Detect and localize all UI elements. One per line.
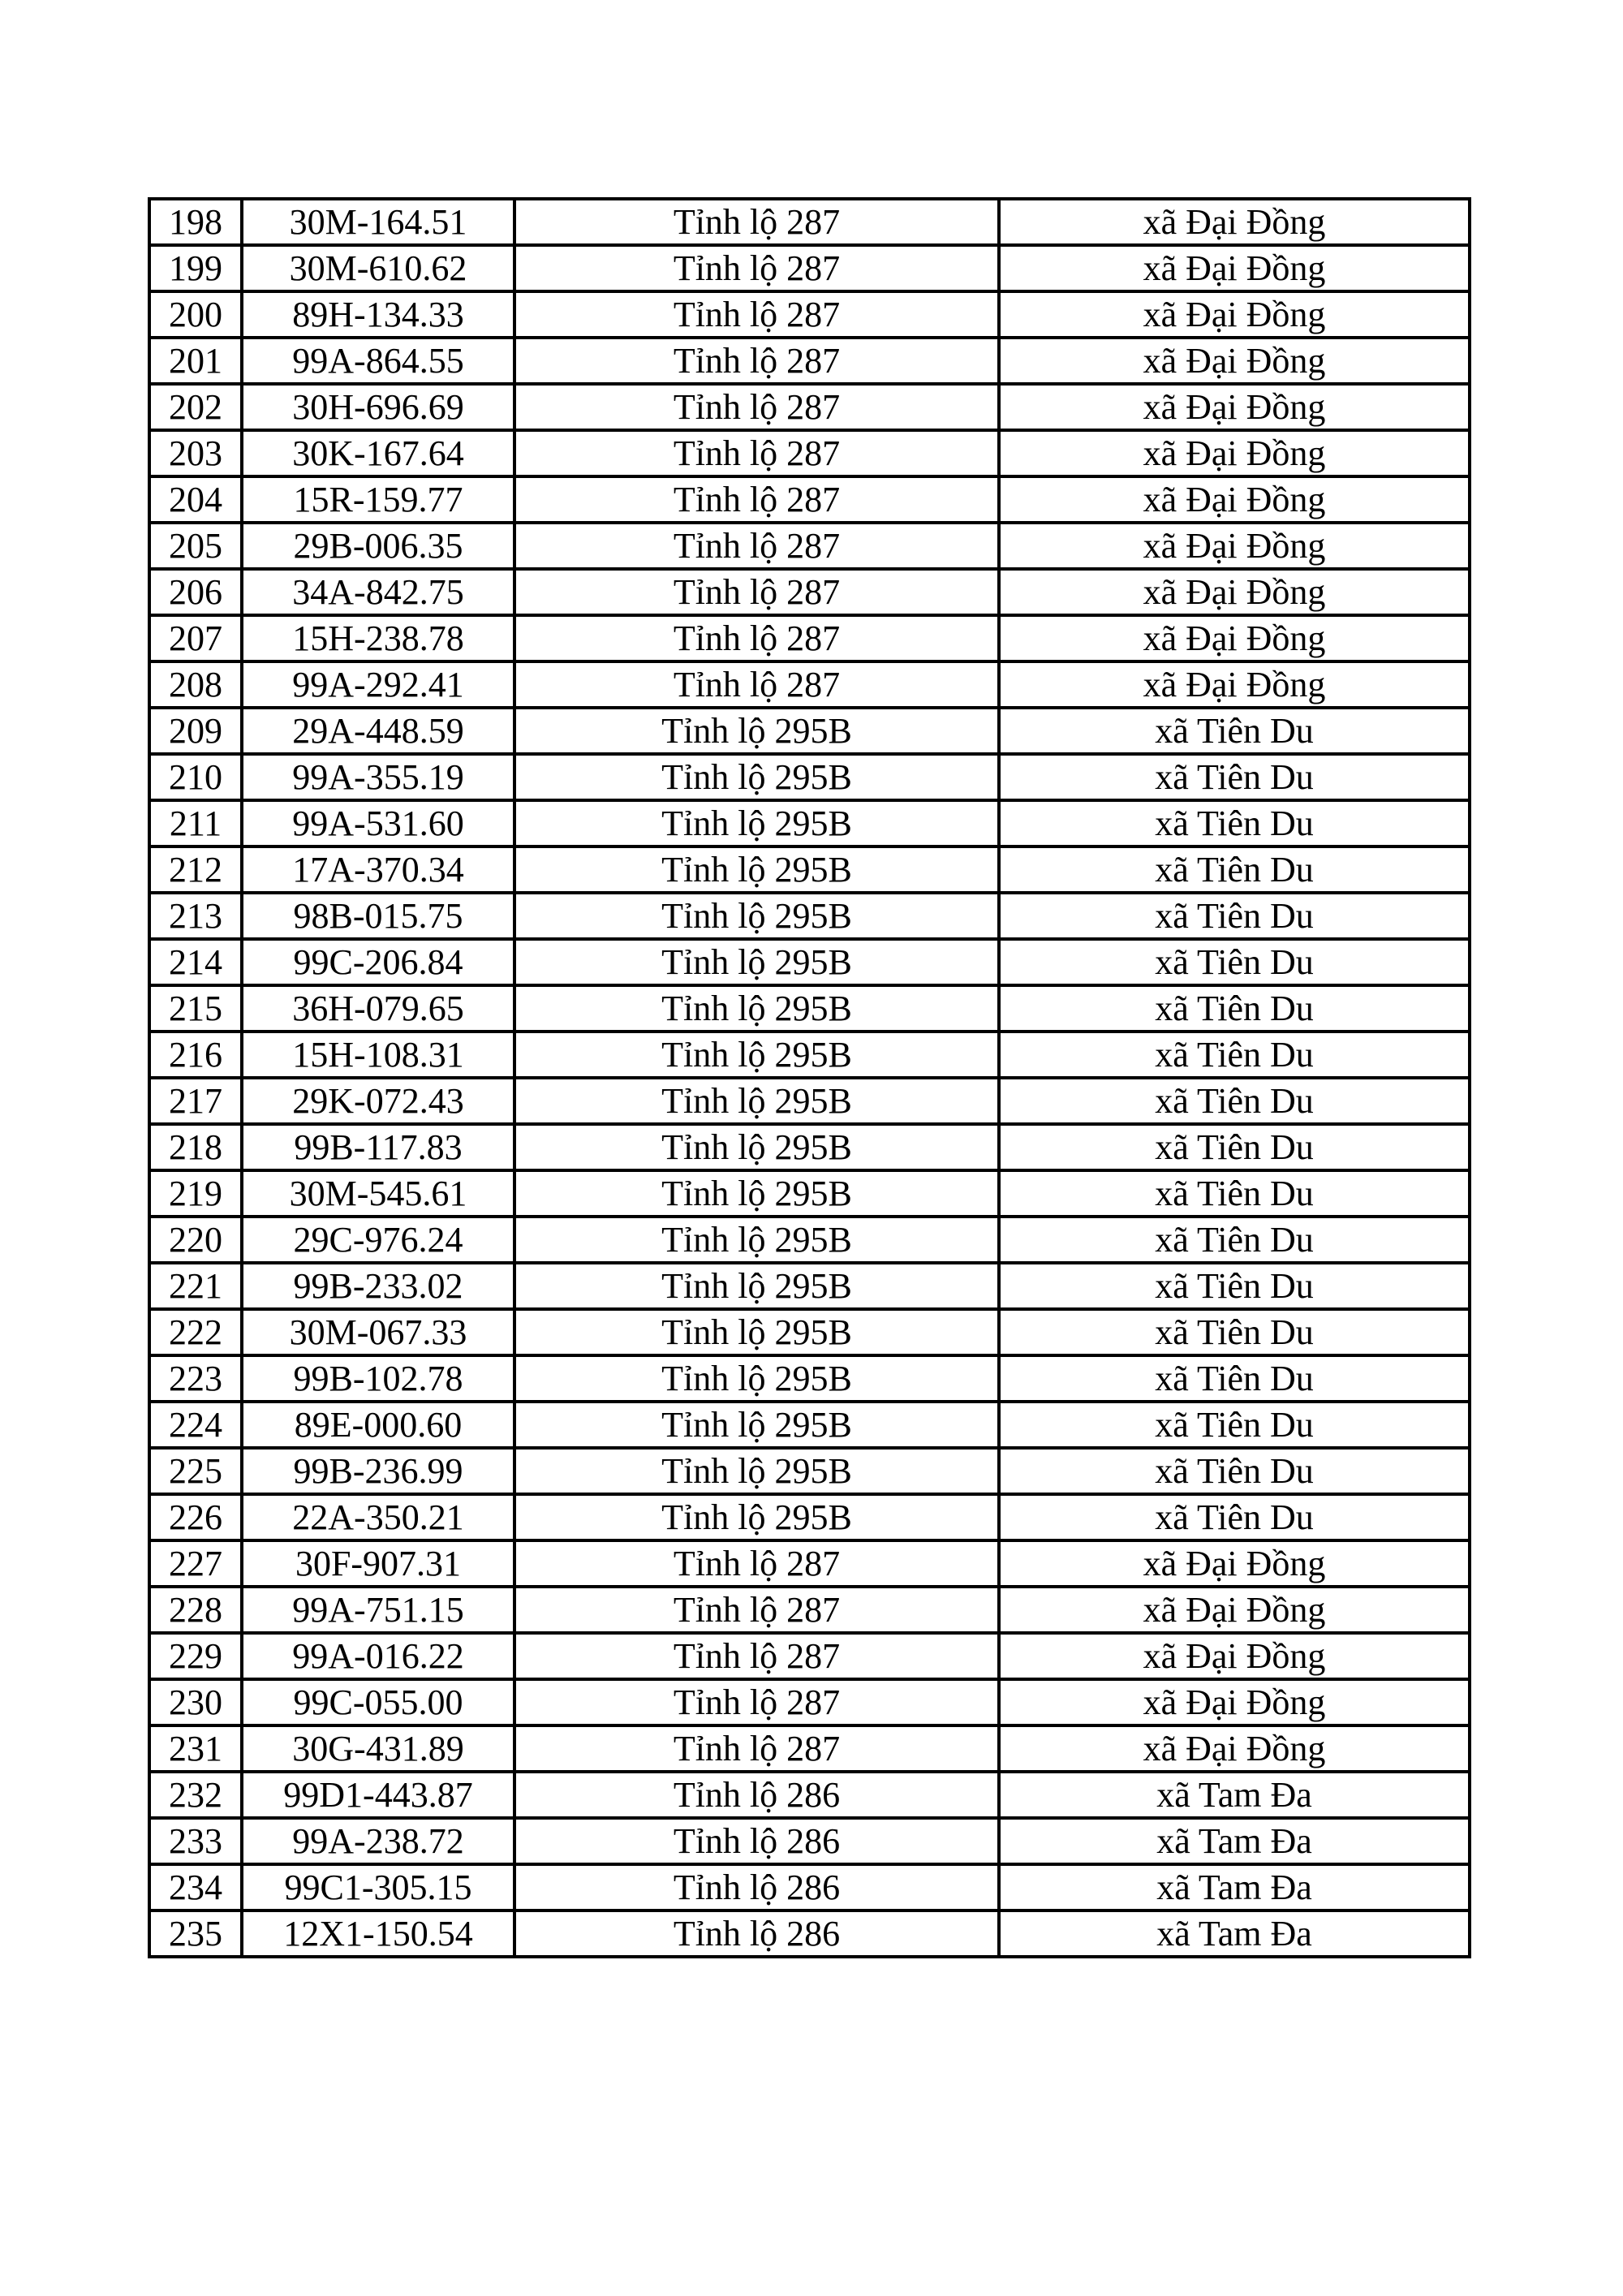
row-number-cell: 199 (149, 245, 242, 291)
table-row (149, 430, 1470, 476)
row-number-cell: 229 (149, 1633, 242, 1679)
table-row (149, 1679, 1470, 1725)
road-name-cell: Tỉnh lộ 287 (514, 615, 999, 661)
license-plate-cell: 34A-842.75 (242, 569, 514, 615)
table-row (149, 800, 1470, 846)
row-number-cell: 225 (149, 1448, 242, 1494)
commune-name-cell: xã Đại Đồng (999, 569, 1470, 615)
license-plate-cell: 99B-236.99 (242, 1448, 514, 1494)
license-plate-cell: 99B-102.78 (242, 1355, 514, 1402)
license-plate-cell: 99B-233.02 (242, 1263, 514, 1309)
row-number-cell: 232 (149, 1772, 242, 1818)
road-name-cell: Tỉnh lộ 287 (514, 1633, 999, 1679)
road-name-cell: Tỉnh lộ 287 (514, 476, 999, 523)
row-number-cell: 203 (149, 430, 242, 476)
commune-name-cell: xã Đại Đồng (999, 291, 1470, 338)
row-number-cell: 215 (149, 985, 242, 1032)
row-number-cell: 218 (149, 1124, 242, 1170)
license-plate-cell: 99A-292.41 (242, 661, 514, 708)
commune-name-cell: xã Tiên Du (999, 708, 1470, 754)
commune-name-cell: xã Tam Đa (999, 1772, 1470, 1818)
row-number-cell: 234 (149, 1864, 242, 1910)
license-plate-cell: 30M-545.61 (242, 1170, 514, 1217)
license-plate-cell: 29B-006.35 (242, 523, 514, 569)
license-plate-cell: 30M-067.33 (242, 1309, 514, 1355)
license-plate-cell: 99A-016.22 (242, 1633, 514, 1679)
road-name-cell: Tỉnh lộ 295B (514, 1448, 999, 1494)
table-row (149, 1448, 1470, 1494)
vehicle-violation-table (148, 197, 1471, 1958)
row-number-cell: 227 (149, 1540, 242, 1587)
row-number-cell: 235 (149, 1910, 242, 1957)
license-plate-cell: 15H-238.78 (242, 615, 514, 661)
commune-name-cell: xã Tiên Du (999, 1309, 1470, 1355)
license-plate-cell: 99C-206.84 (242, 939, 514, 985)
license-plate-cell: 22A-350.21 (242, 1494, 514, 1540)
commune-name-cell: xã Đại Đồng (999, 1633, 1470, 1679)
road-name-cell: Tỉnh lộ 295B (514, 1309, 999, 1355)
commune-name-cell: xã Đại Đồng (999, 661, 1470, 708)
road-name-cell: Tỉnh lộ 295B (514, 708, 999, 754)
table-row (149, 1864, 1470, 1910)
road-name-cell: Tỉnh lộ 287 (514, 1540, 999, 1587)
table-row (149, 523, 1470, 569)
license-plate-cell: 99A-531.60 (242, 800, 514, 846)
table-row (149, 893, 1470, 939)
license-plate-cell: 29A-448.59 (242, 708, 514, 754)
table-row (149, 1540, 1470, 1587)
commune-name-cell: xã Đại Đồng (999, 430, 1470, 476)
table-row (149, 1124, 1470, 1170)
commune-name-cell: xã Đại Đồng (999, 384, 1470, 430)
road-name-cell: Tỉnh lộ 295B (514, 939, 999, 985)
road-name-cell: Tỉnh lộ 295B (514, 1170, 999, 1217)
license-plate-cell: 89E-000.60 (242, 1402, 514, 1448)
license-plate-cell: 99D1-443.87 (242, 1772, 514, 1818)
road-name-cell: Tỉnh lộ 295B (514, 846, 999, 893)
license-plate-cell: 30F-907.31 (242, 1540, 514, 1587)
table-row (149, 1494, 1470, 1540)
row-number-cell: 223 (149, 1355, 242, 1402)
license-plate-cell: 99C1-305.15 (242, 1864, 514, 1910)
road-name-cell: Tỉnh lộ 286 (514, 1818, 999, 1864)
road-name-cell: Tỉnh lộ 295B (514, 800, 999, 846)
road-name-cell: Tỉnh lộ 295B (514, 1217, 999, 1263)
road-name-cell: Tỉnh lộ 295B (514, 985, 999, 1032)
road-name-cell: Tỉnh lộ 287 (514, 384, 999, 430)
road-name-cell: Tỉnh lộ 286 (514, 1910, 999, 1957)
commune-name-cell: xã Tiên Du (999, 1032, 1470, 1078)
row-number-cell: 211 (149, 800, 242, 846)
table-row (149, 1402, 1470, 1448)
road-name-cell: Tỉnh lộ 295B (514, 1124, 999, 1170)
table-row (149, 615, 1470, 661)
road-name-cell: Tỉnh lộ 287 (514, 569, 999, 615)
commune-name-cell: xã Đại Đồng (999, 523, 1470, 569)
row-number-cell: 212 (149, 846, 242, 893)
road-name-cell: Tỉnh lộ 287 (514, 523, 999, 569)
road-name-cell: Tỉnh lộ 295B (514, 1494, 999, 1540)
road-name-cell: Tỉnh lộ 295B (514, 1402, 999, 1448)
row-number-cell: 207 (149, 615, 242, 661)
road-name-cell: Tỉnh lộ 287 (514, 430, 999, 476)
table-row (149, 1217, 1470, 1263)
row-number-cell: 222 (149, 1309, 242, 1355)
table-row (149, 1818, 1470, 1864)
commune-name-cell: xã Tam Đa (999, 1864, 1470, 1910)
table-row (149, 1032, 1470, 1078)
row-number-cell: 216 (149, 1032, 242, 1078)
road-name-cell: Tỉnh lộ 295B (514, 1355, 999, 1402)
row-number-cell: 205 (149, 523, 242, 569)
license-plate-cell: 17A-370.34 (242, 846, 514, 893)
license-plate-cell: 89H-134.33 (242, 291, 514, 338)
table-row (149, 1263, 1470, 1309)
license-plate-cell: 99B-117.83 (242, 1124, 514, 1170)
commune-name-cell: xã Tiên Du (999, 1078, 1470, 1124)
table-row (149, 939, 1470, 985)
row-number-cell: 221 (149, 1263, 242, 1309)
row-number-cell: 220 (149, 1217, 242, 1263)
table-body (149, 199, 1470, 1957)
license-plate-cell: 99A-751.15 (242, 1587, 514, 1633)
road-name-cell: Tỉnh lộ 287 (514, 1587, 999, 1633)
table-row (149, 245, 1470, 291)
table-row (149, 291, 1470, 338)
row-number-cell: 198 (149, 199, 242, 245)
table-row (149, 754, 1470, 800)
road-name-cell: Tỉnh lộ 287 (514, 291, 999, 338)
row-number-cell: 231 (149, 1725, 242, 1772)
commune-name-cell: xã Tiên Du (999, 893, 1470, 939)
commune-name-cell: xã Đại Đồng (999, 1587, 1470, 1633)
license-plate-cell: 30M-164.51 (242, 199, 514, 245)
commune-name-cell: xã Tiên Du (999, 800, 1470, 846)
road-name-cell: Tỉnh lộ 295B (514, 754, 999, 800)
license-plate-cell: 98B-015.75 (242, 893, 514, 939)
row-number-cell: 217 (149, 1078, 242, 1124)
road-name-cell: Tỉnh lộ 287 (514, 1725, 999, 1772)
table-row (149, 1910, 1470, 1957)
table-row (149, 1309, 1470, 1355)
road-name-cell: Tỉnh lộ 295B (514, 1263, 999, 1309)
table-row (149, 985, 1470, 1032)
commune-name-cell: xã Tam Đa (999, 1818, 1470, 1864)
row-number-cell: 233 (149, 1818, 242, 1864)
road-name-cell: Tỉnh lộ 295B (514, 1078, 999, 1124)
row-number-cell: 224 (149, 1402, 242, 1448)
table-row (149, 1633, 1470, 1679)
road-name-cell: Tỉnh lộ 295B (514, 893, 999, 939)
license-plate-cell: 29C-976.24 (242, 1217, 514, 1263)
row-number-cell: 208 (149, 661, 242, 708)
road-name-cell: Tỉnh lộ 287 (514, 1679, 999, 1725)
license-plate-cell: 99C-055.00 (242, 1679, 514, 1725)
commune-name-cell: xã Tam Đa (999, 1910, 1470, 1957)
road-name-cell: Tỉnh lộ 286 (514, 1772, 999, 1818)
row-number-cell: 219 (149, 1170, 242, 1217)
table-row (149, 661, 1470, 708)
table-row (149, 569, 1470, 615)
license-plate-cell: 36H-079.65 (242, 985, 514, 1032)
commune-name-cell: xã Đại Đồng (999, 1679, 1470, 1725)
road-name-cell: Tỉnh lộ 295B (514, 1032, 999, 1078)
license-plate-cell: 12X1-150.54 (242, 1910, 514, 1957)
commune-name-cell: xã Đại Đồng (999, 1725, 1470, 1772)
commune-name-cell: xã Tiên Du (999, 1170, 1470, 1217)
commune-name-cell: xã Tiên Du (999, 939, 1470, 985)
commune-name-cell: xã Tiên Du (999, 846, 1470, 893)
table-row (149, 384, 1470, 430)
table-row (149, 199, 1470, 245)
commune-name-cell: xã Tiên Du (999, 1448, 1470, 1494)
commune-name-cell: xã Đại Đồng (999, 615, 1470, 661)
license-plate-cell: 30G-431.89 (242, 1725, 514, 1772)
table-row (149, 338, 1470, 384)
row-number-cell: 202 (149, 384, 242, 430)
license-plate-cell: 30K-167.64 (242, 430, 514, 476)
commune-name-cell: xã Tiên Du (999, 985, 1470, 1032)
table-row (149, 708, 1470, 754)
license-plate-cell: 29K-072.43 (242, 1078, 514, 1124)
commune-name-cell: xã Tiên Du (999, 754, 1470, 800)
road-name-cell: Tỉnh lộ 287 (514, 199, 999, 245)
road-name-cell: Tỉnh lộ 286 (514, 1864, 999, 1910)
license-plate-cell: 15R-159.77 (242, 476, 514, 523)
row-number-cell: 210 (149, 754, 242, 800)
license-plate-cell: 99A-238.72 (242, 1818, 514, 1864)
row-number-cell: 209 (149, 708, 242, 754)
road-name-cell: Tỉnh lộ 287 (514, 661, 999, 708)
table-row (149, 1355, 1470, 1402)
commune-name-cell: xã Tiên Du (999, 1355, 1470, 1402)
row-number-cell: 200 (149, 291, 242, 338)
table-row (149, 1725, 1470, 1772)
license-plate-cell: 15H-108.31 (242, 1032, 514, 1078)
license-plate-cell: 99A-864.55 (242, 338, 514, 384)
road-name-cell: Tỉnh lộ 287 (514, 245, 999, 291)
commune-name-cell: xã Đại Đồng (999, 199, 1470, 245)
row-number-cell: 228 (149, 1587, 242, 1633)
license-plate-cell: 30H-696.69 (242, 384, 514, 430)
license-plate-cell: 99A-355.19 (242, 754, 514, 800)
table-row (149, 1587, 1470, 1633)
table-row (149, 476, 1470, 523)
commune-name-cell: xã Tiên Du (999, 1263, 1470, 1309)
commune-name-cell: xã Đại Đồng (999, 476, 1470, 523)
table-row (149, 1078, 1470, 1124)
row-number-cell: 230 (149, 1679, 242, 1725)
row-number-cell: 226 (149, 1494, 242, 1540)
license-plate-cell: 30M-610.62 (242, 245, 514, 291)
commune-name-cell: xã Tiên Du (999, 1124, 1470, 1170)
road-name-cell: Tỉnh lộ 287 (514, 338, 999, 384)
row-number-cell: 213 (149, 893, 242, 939)
table-row (149, 846, 1470, 893)
row-number-cell: 204 (149, 476, 242, 523)
row-number-cell: 206 (149, 569, 242, 615)
commune-name-cell: xã Tiên Du (999, 1402, 1470, 1448)
row-number-cell: 201 (149, 338, 242, 384)
table-row (149, 1772, 1470, 1818)
table-row (149, 1170, 1470, 1217)
commune-name-cell: xã Đại Đồng (999, 338, 1470, 384)
commune-name-cell: xã Tiên Du (999, 1494, 1470, 1540)
commune-name-cell: xã Đại Đồng (999, 245, 1470, 291)
row-number-cell: 214 (149, 939, 242, 985)
commune-name-cell: xã Đại Đồng (999, 1540, 1470, 1587)
commune-name-cell: xã Tiên Du (999, 1217, 1470, 1263)
